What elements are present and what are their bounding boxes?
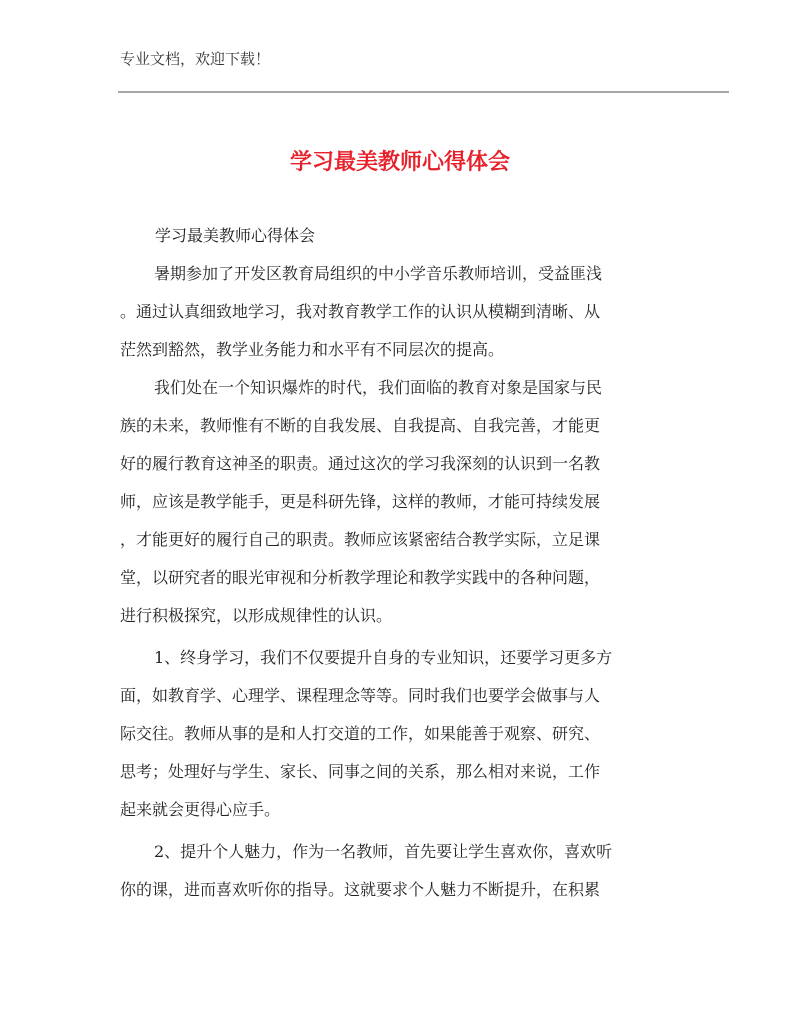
paragraph-2-line-3: 好的履行教育这神圣的职责。通过这次的学习我深刻的认识到一名教 (120, 454, 601, 473)
document-subtitle: 学习最美教师心得体会 (155, 226, 316, 245)
paragraph-3-line-5: 起来就会更得心应手。 (120, 800, 281, 819)
paragraph-2-line-1: 我们处在一个知识爆炸的时代，我们面临的教育对象是国家与民 (154, 378, 603, 397)
paragraph-4-line-1: 2、提升个人魅力，作为一名教师，首先要让学生喜欢你，喜欢听 (154, 842, 613, 861)
paragraph-2-line-7: 进行积极探究，以形成规律性的认识。 (120, 606, 393, 625)
paragraph-3-line-1: 1、终身学习，我们不仅要提升自身的专业知识，还要学习更多方 (154, 648, 613, 667)
header-divider (118, 91, 729, 93)
paragraph-2-line-2: 族的未来，教师惟有不断的自我发展、自我提高、自我完善，才能更 (120, 416, 601, 435)
paragraph-3-line-2: 面，如教育学、心理学、课程理念等等。同时我们也要学会做事与人 (120, 686, 601, 705)
paragraph-1-line-3: 茫然到豁然，教学业务能力和水平有不同层次的提高。 (120, 340, 505, 359)
paragraph-3-line-3: 际交往。教师从事的是和人打交道的工作，如果能善于观察、研究、 (120, 724, 601, 743)
paragraph-2-line-6: 堂，以研究者的眼光审视和分析教学理论和教学实践中的各种问题， (120, 568, 601, 587)
paragraph-3-line-4: 思考；处理好与学生、家长、同事之间的关系，那么相对来说，工作 (120, 762, 601, 781)
paragraph-4-line-2: 你的课，进而喜欢听你的指导。这就要求个人魅力不断提升，在积累 (120, 880, 601, 899)
paragraph-1-line-1: 暑期参加了开发区教育局组织的中小学音乐教师培训，受益匪浅 (154, 264, 603, 283)
document-body (120, 261, 680, 915)
paragraph-1-line-2: 。通过认真细致地学习，我对教育教学工作的认识从模糊到清晰、从 (120, 302, 601, 321)
paragraph-2-line-4: 师，应该是教学能手，更是科研先锋，这样的教师，才能可持续发展 (120, 492, 601, 511)
document-title: 学习最美教师心得体会 (289, 150, 510, 175)
header-note: 专业文档，欢迎下载！ (120, 50, 271, 68)
paragraph-2-line-5: ，才能更好的履行自己的职责。教师应该紧密结合教学实际，立足课 (120, 530, 601, 549)
